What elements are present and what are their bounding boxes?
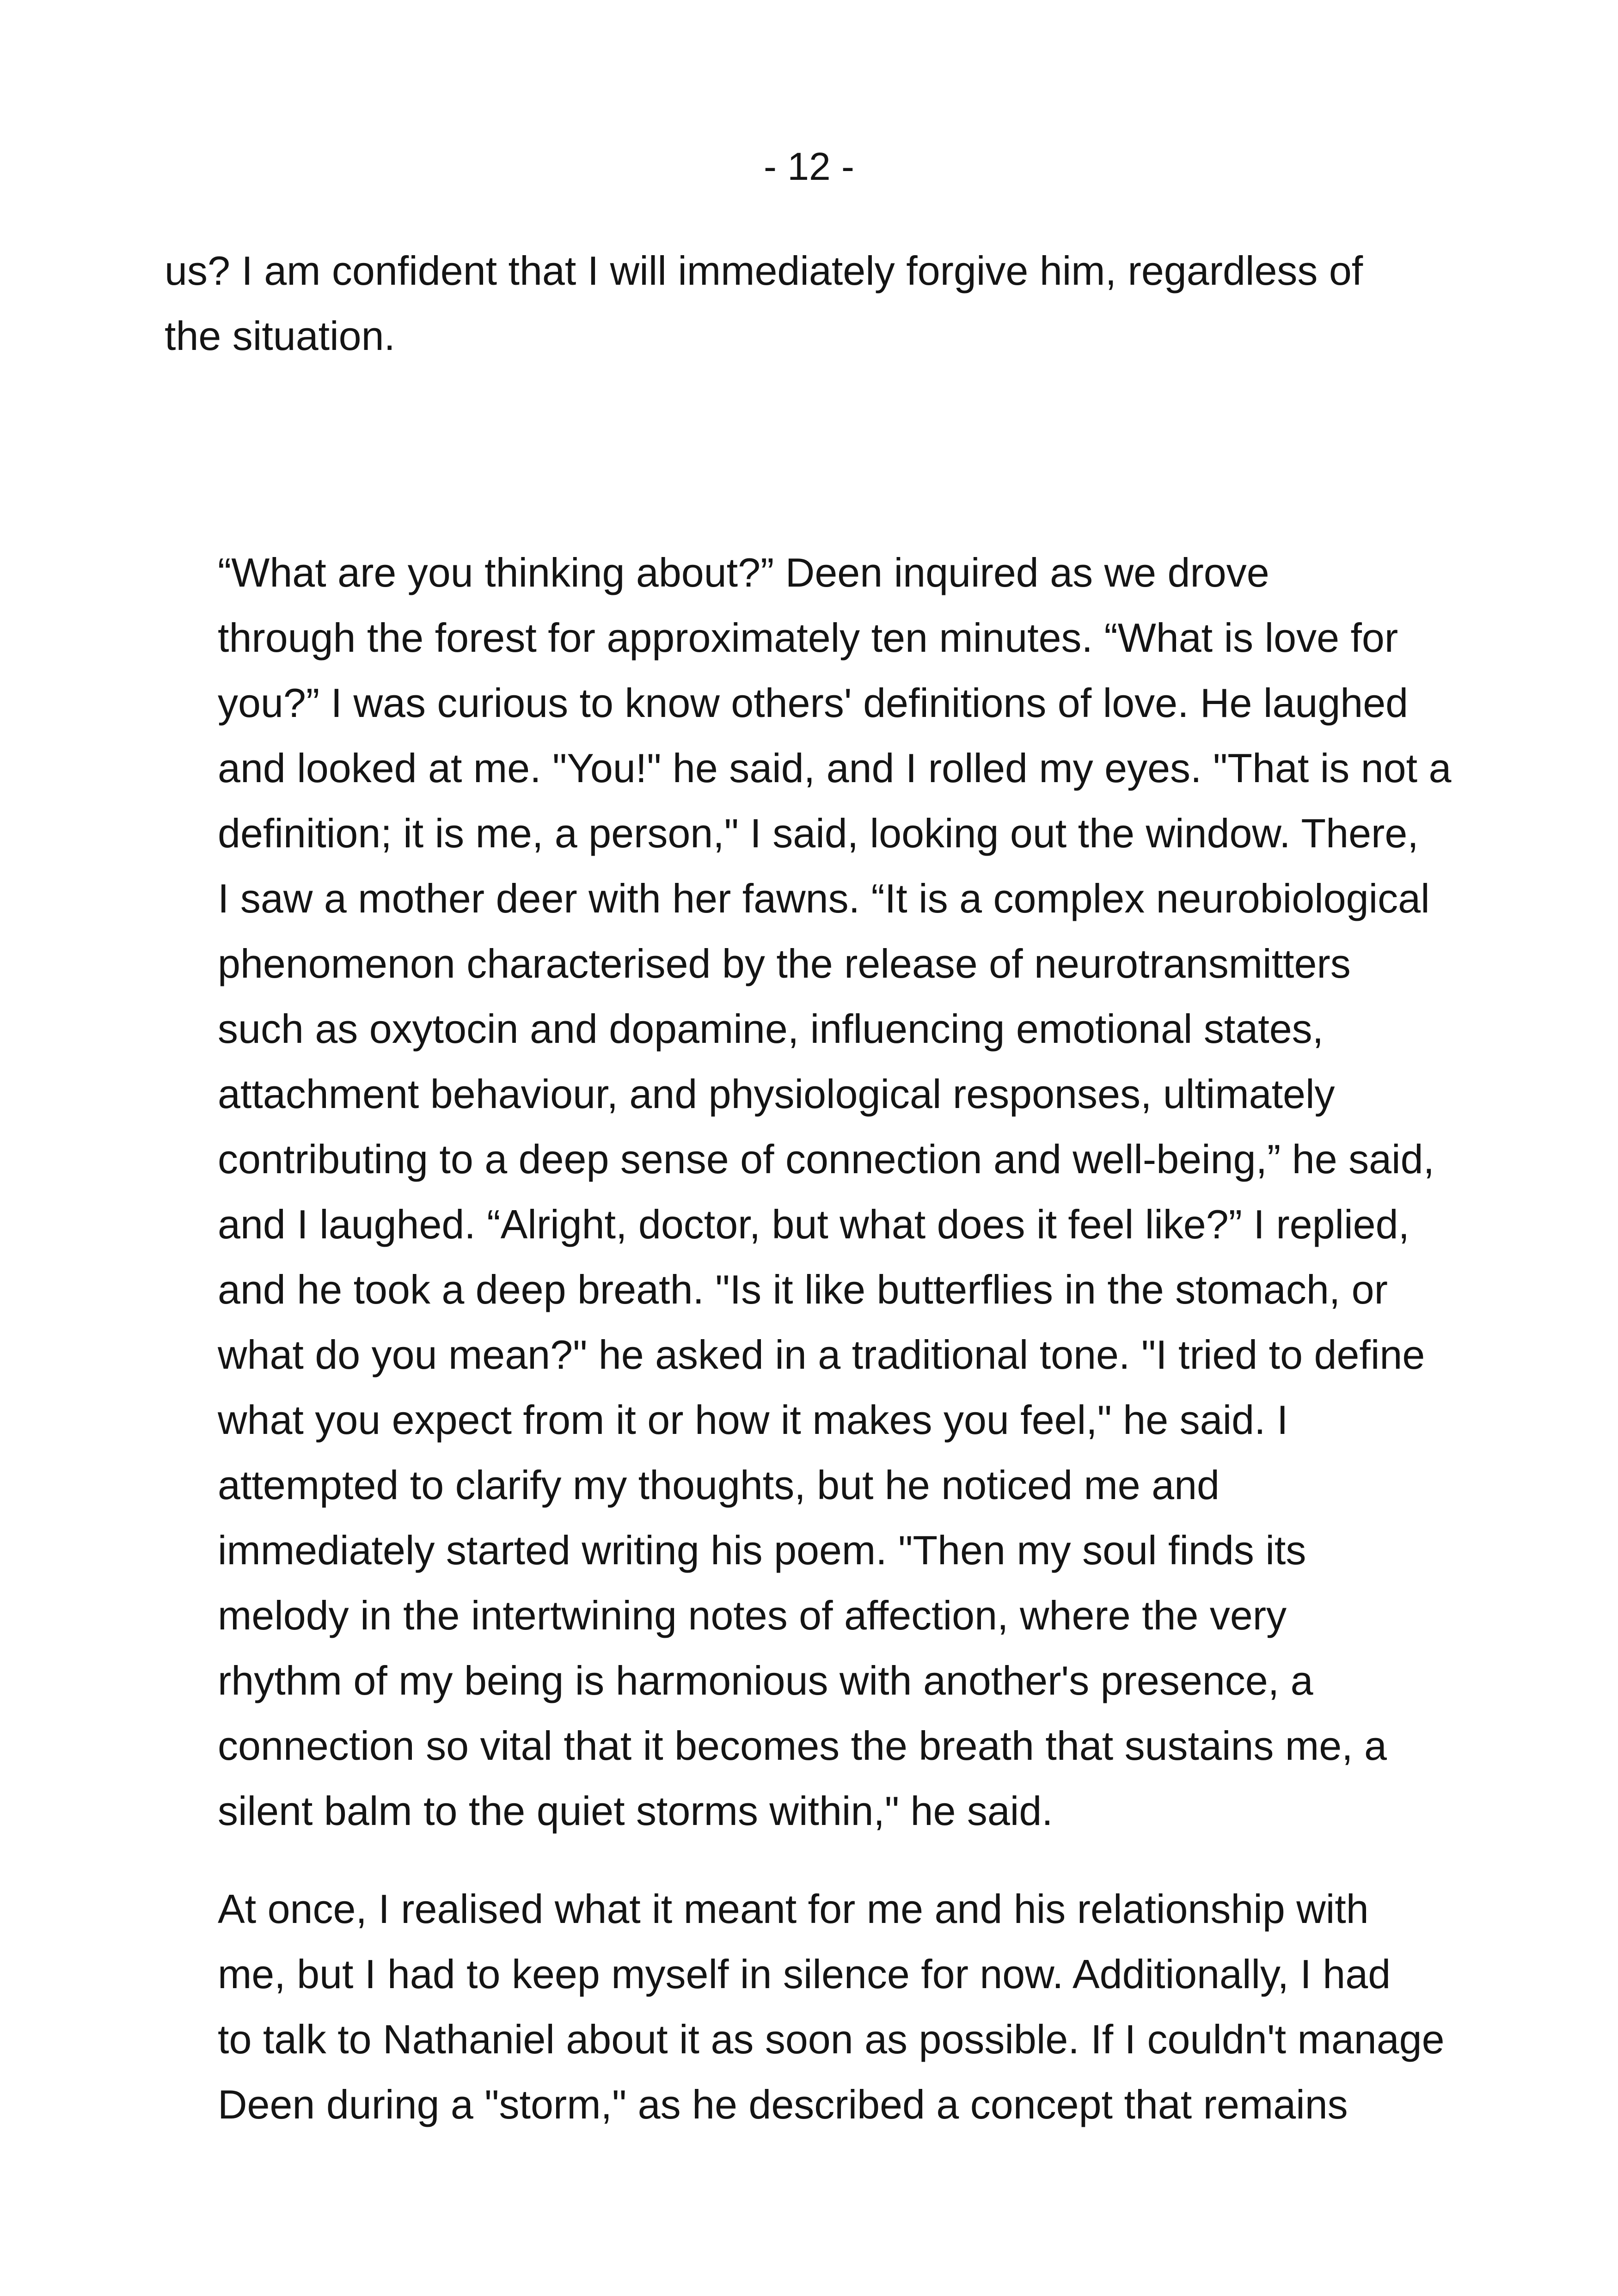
text-line: phenomenon characterised by the release of neurotransmitters [218,941,1351,986]
paragraph-deen-conversation [165,540,1459,1843]
text-line: the situation. [165,313,395,359]
text-line: attempted to clarify my thoughts, but he noticed me and [218,1462,1220,1508]
text-line: “What are you thinking about?” Deen inquired as we drove [218,550,1269,595]
text-line: immediately started writing his poem. "Then my soul finds its [218,1527,1306,1573]
page-number: - 12 - [763,145,855,188]
text-line: I saw a mother deer with her fawns. “It is a complex neurobiological [218,876,1430,921]
text-line: and he took a deep breath. "Is it like butterflies in the stomach, or [218,1267,1388,1312]
text-line: such as oxytocin and dopamine, influencing emotional states, [218,1006,1324,1052]
text-line: attachment behaviour, and physiological responses, ultimately [218,1071,1335,1117]
text-line: to talk to Nathaniel about it as soon as possible. If I couldn't manage [218,2016,1445,2062]
text-line: rhythm of my being is harmonious with another's presence, a [218,1658,1313,1703]
text-line: contributing to a deep sense of connection and well-being,” he said, [218,1136,1434,1182]
paragraph-continuation [165,238,1459,368]
text-line: Deen during a "storm," as he described a concept that remains [218,2082,1348,2127]
text-line: through the forest for approximately ten minutes. “What is love for [218,615,1398,661]
text-line: me, but I had to keep myself in silence for now. Additionally, I had [218,1951,1391,1997]
text-line: connection so vital that it becomes the breath that sustains me, a [218,1723,1387,1769]
text-line: silent balm to the quiet storms within," he said. [218,1788,1053,1834]
text-line: melody in the intertwining notes of affection, where the very [218,1592,1287,1638]
paragraph-realisation [165,1876,1459,2137]
text-line: and I laughed. “Alright, doctor, but what does it feel like?” I replied, [218,1201,1410,1247]
text-line: what do you mean?" he asked in a traditional tone. "I tried to define [218,1332,1425,1378]
text-line: you?” I was curious to know others' definitions of love. He laughed [218,680,1409,726]
text-line: and looked at me. "You!" he said, and I rolled my eyes. "That is not a [218,745,1452,791]
text-line: definition; it is me, a person," I said, looking out the window. There, [218,810,1419,856]
text-line: what you expect from it or how it makes you feel," he said. I [218,1397,1288,1443]
text-line: At once, I realised what it meant for me and his relationship with [218,1886,1369,1932]
text-line: us? I am confident that I will immediately forgive him, regardless of [165,248,1363,294]
